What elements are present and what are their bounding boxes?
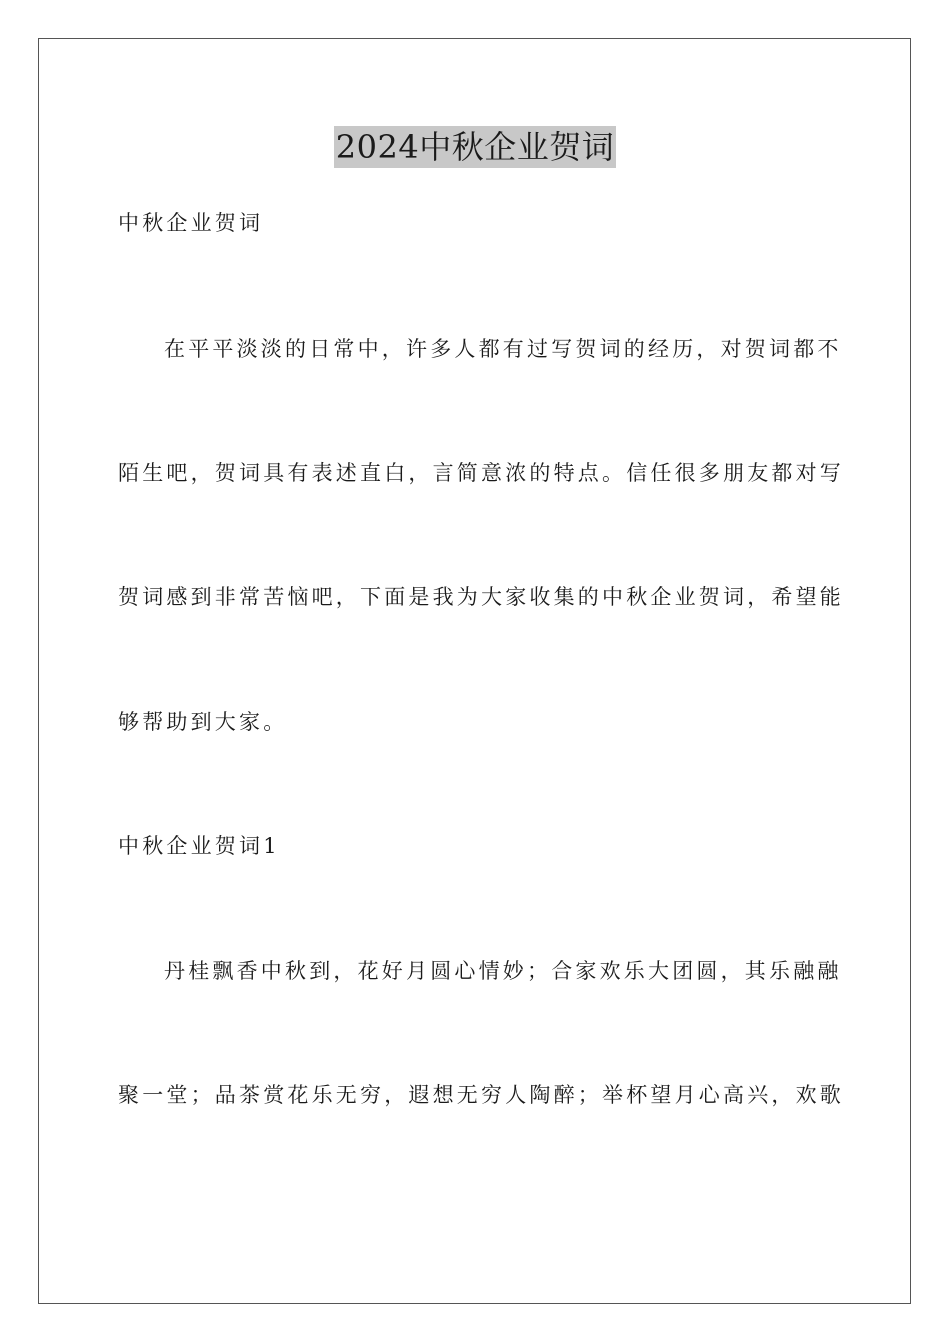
paragraph-line: 陌生吧，贺词具有表述直白，言简意浓的特点。信任很多朋友都对写 [118, 461, 844, 485]
title-container [0, 126, 950, 168]
paragraph-line: 够帮助到大家。 [118, 710, 288, 734]
paragraph-line: 贺词感到非常苦恼吧，下面是我为大家收集的中秋企业贺词，希望能 [118, 585, 844, 609]
section-heading: 中秋企业贺词1 [118, 834, 280, 858]
document-title: 2024中秋企业贺词 [335, 128, 615, 166]
document-subtitle: 中秋企业贺词 [118, 211, 264, 235]
paragraph-line: 在平平淡淡的日常中，许多人都有过写贺词的经历，对贺词都不 [164, 337, 842, 361]
paragraph-line: 丹桂飘香中秋到，花好月圆心情妙；合家欢乐大团圆，其乐融融 [164, 959, 842, 983]
paragraph-line: 聚一堂；品茶赏花乐无穷，遐想无穷人陶醉；举杯望月心高兴，欢歌 [118, 1083, 844, 1107]
